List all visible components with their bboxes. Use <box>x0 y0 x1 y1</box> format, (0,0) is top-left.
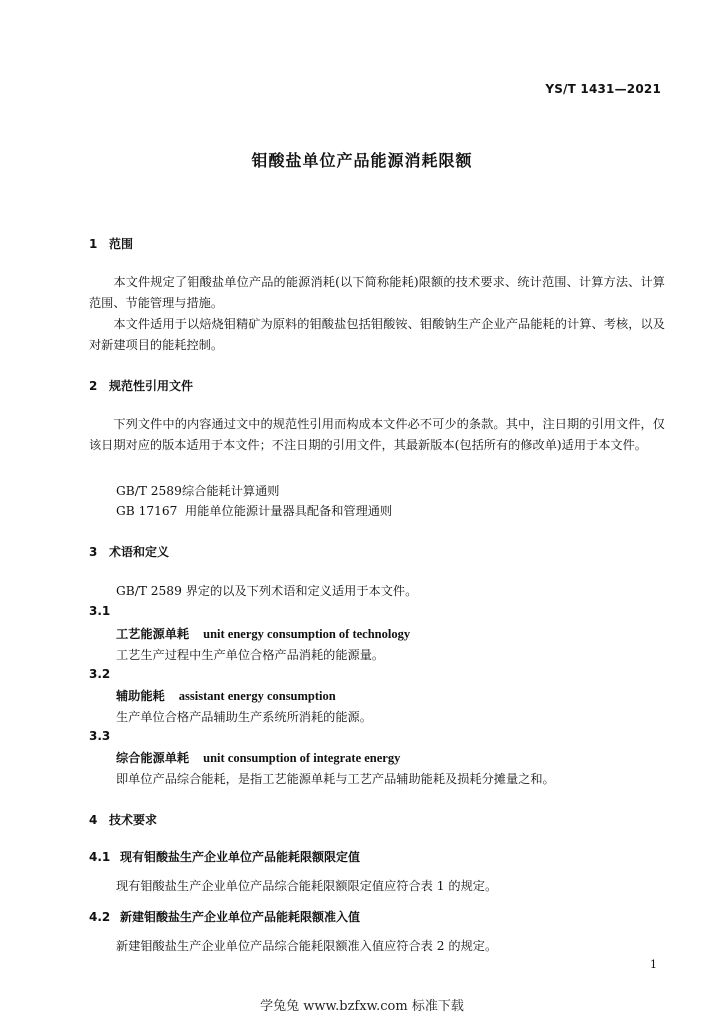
subsection-4-1-heading <box>89 848 360 865</box>
term-heading <box>116 625 410 642</box>
term-number: 3.3 <box>89 729 111 743</box>
term-chinese: 辅助能耗 <box>116 689 165 703</box>
section-1-paragraph-1: 本文件规定了钼酸盐单位产品的能源消耗(以下简称能耗)限额的技术要求、统计范围、计算方法、计算范围、节能管理与措施。 <box>89 275 665 310</box>
subsection-4-2-text: 新建钼酸盐生产企业单位产品综合能耗限额准入值应符合表 2 的规定。 <box>116 939 498 953</box>
term-number: 3.1 <box>89 604 111 618</box>
section-3-heading <box>89 543 169 560</box>
term-english: unit energy consumption of technology <box>203 627 411 641</box>
subsection-number: 4.2 <box>89 910 111 924</box>
section-number: 3 <box>89 545 98 559</box>
reference-title: 用能单位能源计量器具配备和管理通则 <box>185 504 393 518</box>
section-3-intro: GB/T 2589 界定的以及下列术语和定义适用于本文件。 <box>116 584 418 598</box>
reference-item <box>116 502 392 519</box>
section-4-heading <box>89 811 157 828</box>
reference-title: 综合能耗计算通则 <box>182 484 280 498</box>
term-chinese: 工艺能源单耗 <box>116 627 190 641</box>
section-title: 规范性引用文件 <box>109 379 194 393</box>
term-number: 3.2 <box>89 667 111 681</box>
reference-code: GB 17167 <box>116 504 178 518</box>
section-number: 4 <box>89 813 98 827</box>
reference-code: GB/T 2589 <box>116 484 182 498</box>
subsection-4-1-text: 现有钼酸盐生产企业单位产品综合能耗限额限定值应符合表 1 的规定。 <box>116 879 498 893</box>
page-number: 1 <box>650 958 657 971</box>
section-1-paragraph-2: 本文件适用于以焙烧钼精矿为原料的钼酸盐包括钼酸铵、钼酸钠生产企业产品能耗的计算、考核，以及对新建项目的能耗控制。 <box>89 317 665 352</box>
subsection-number: 4.1 <box>89 850 111 864</box>
section-number: 2 <box>89 379 98 393</box>
section-number: 1 <box>89 237 98 251</box>
footer-watermark: 学兔兔 www.bzfxw.com 标准下载 <box>260 999 464 1014</box>
section-title: 范围 <box>109 237 134 251</box>
section-title: 术语和定义 <box>109 545 170 559</box>
subsection-title: 新建钼酸盐生产企业单位产品能耗限额准入值 <box>120 910 361 924</box>
term-english: unit consumption of integrate energy <box>203 751 401 765</box>
term-heading <box>116 749 400 766</box>
reference-item <box>116 482 280 499</box>
section-2-heading <box>89 377 193 394</box>
term-definition: 即单位产品综合能耗，是指工艺能源单耗与工艺产品辅助能耗及损耗分摊量之和。 <box>116 772 555 786</box>
standard-code: YS/T 1431—2021 <box>545 82 661 96</box>
term-definition: 工艺生产过程中生产单位合格产品消耗的能源量。 <box>116 648 385 662</box>
term-chinese: 综合能源单耗 <box>116 751 190 765</box>
term-english: assistant energy consumption <box>178 689 336 703</box>
term-heading <box>116 687 336 704</box>
subsection-4-2-heading <box>89 908 360 925</box>
term-definition: 生产单位合格产品辅助生产系统所消耗的能源。 <box>116 710 372 724</box>
document-title: 钼酸盐单位产品能源消耗限额 <box>251 151 473 170</box>
subsection-title: 现有钼酸盐生产企业单位产品能耗限额限定值 <box>120 850 361 864</box>
section-title: 技术要求 <box>109 813 158 827</box>
section-1-heading <box>89 235 133 252</box>
section-2-paragraph: 下列文件中的内容通过文中的规范性引用而构成本文件必不可少的条款。其中，注日期的引用文件，仅该日期对应的版本适用于本文件；不注日期的引用文件，其最新版本(包括所有的修改单)适用于本文件。 <box>89 417 665 452</box>
